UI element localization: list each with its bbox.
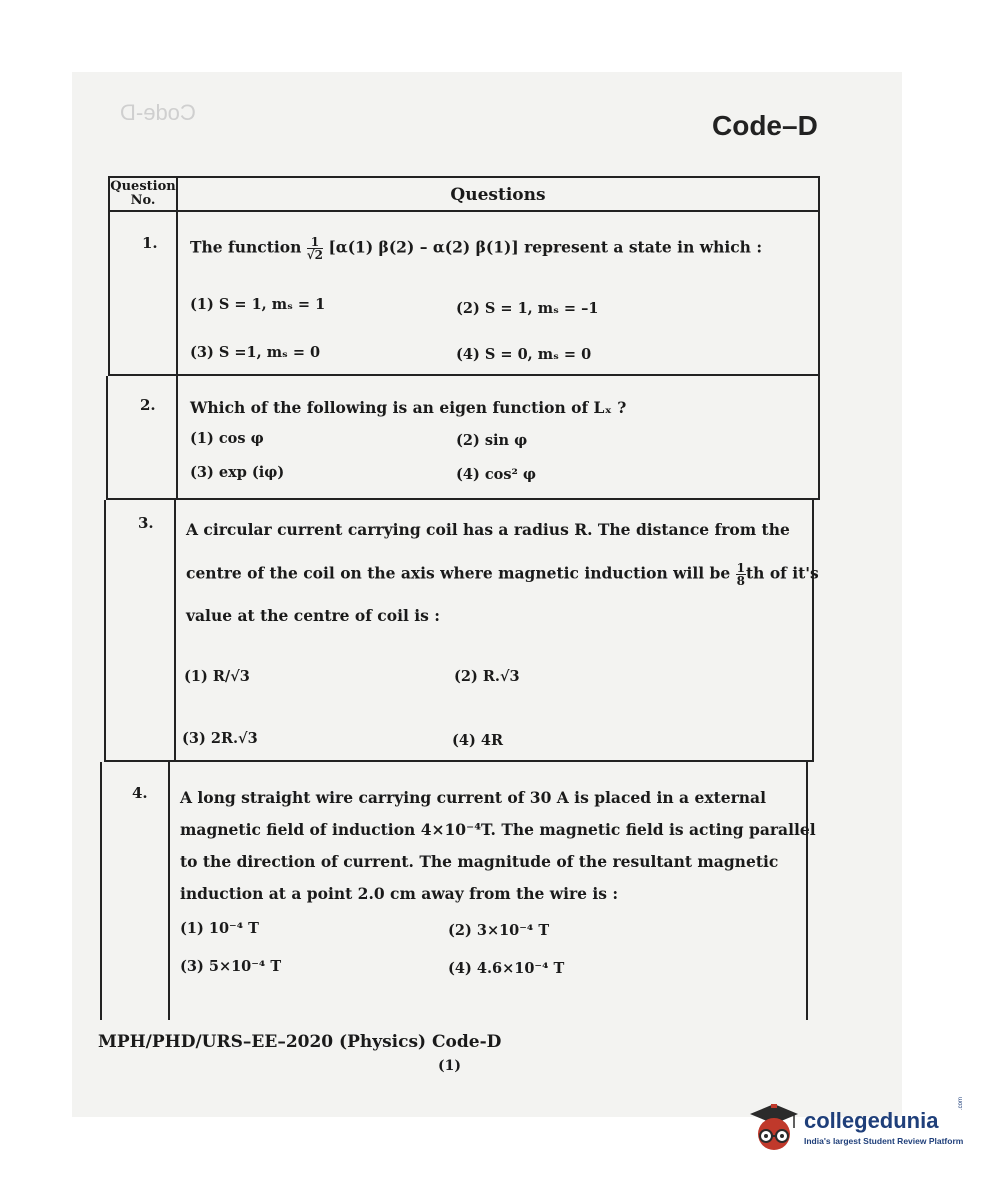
question-number: 1.: [142, 234, 158, 252]
option-2[interactable]: (2) sin φ: [456, 432, 528, 449]
question-stem: The function $\frac{1}{√2}$ [α(1) β(2) – α(2) β(1)] represent a state in which :: [190, 235, 763, 262]
question-stem-line-2: centre of the coil on the axis where magnetic induction will be $\frac{1}{8}$ th of it's: [186, 561, 819, 588]
question-row-2: [106, 376, 820, 500]
question-row-3: [104, 500, 819, 762]
question-number: 3.: [138, 514, 154, 532]
option-1[interactable]: (1) S = 1, mₛ = 1: [190, 296, 326, 313]
option-2[interactable]: (2) R.√3: [454, 668, 520, 685]
bleed-through-code: Code-D: [120, 100, 196, 125]
fraction: $\frac{1}{√2}$: [306, 235, 324, 262]
option-4[interactable]: (4) 4R: [452, 732, 503, 749]
question-row-4: [100, 762, 816, 1020]
option-4[interactable]: (4) 4.6×10⁻⁴ T: [448, 960, 565, 977]
option-3[interactable]: (3) S =1, mₛ = 0: [190, 344, 321, 361]
question-stem-line-3: to the direction of current. The magnitude of the resultant magnetic: [180, 852, 779, 871]
question-stem-line-2: magnetic field of induction 4×10⁻⁴T. The magnetic field is acting parallel: [180, 820, 816, 839]
collegedunia-logo[interactable]: [744, 1098, 974, 1162]
question-number: 4.: [132, 784, 148, 802]
question-stem-line-4: induction at a point 2.0 cm away from the wire is :: [180, 884, 619, 903]
option-3[interactable]: (3) 5×10⁻⁴ T: [180, 958, 282, 975]
option-1[interactable]: (1) 10⁻⁴ T: [180, 920, 259, 937]
question-stem-line-3: value at the centre of coil is :: [186, 606, 440, 625]
question-stem-line-1: A long straight wire carrying current of 30 A is placed in a external: [180, 788, 766, 807]
option-1[interactable]: (1) R/√3: [184, 668, 250, 685]
option-4[interactable]: (4) S = 0, mₛ = 0: [456, 346, 592, 363]
question-row-1: [108, 212, 820, 376]
option-2[interactable]: (2) 3×10⁻⁴ T: [448, 922, 550, 939]
col-question-no: Question No.: [110, 178, 178, 210]
exam-code-footer: MPH/PHD/URS–EE–2020 (Physics) Code-D: [98, 1032, 502, 1052]
logo-domain-suffix: .com: [958, 1096, 964, 1110]
fraction: $\frac{1}{8}$: [736, 561, 745, 588]
option-3[interactable]: (3) exp (iφ): [190, 464, 285, 481]
graduate-mascot-icon: [744, 1100, 802, 1160]
page-number: (1): [438, 1058, 461, 1074]
table-header: [108, 176, 820, 212]
option-3[interactable]: (3) 2R.√3: [182, 730, 258, 747]
question-number: 2.: [140, 396, 156, 414]
question-stem-line-1: A circular current carrying coil has a radius R. The distance from the: [186, 520, 790, 539]
question-stem: Which of the following is an eigen function of Lₓ ?: [190, 398, 627, 417]
option-2[interactable]: (2) S = 1, mₛ = –1: [456, 300, 599, 317]
option-4[interactable]: (4) cos² φ: [456, 466, 537, 483]
logo-tagline: India's largest Student Review Platform: [804, 1136, 964, 1146]
option-1[interactable]: (1) cos φ: [190, 430, 264, 447]
logo-wordmark: collegedunia: [804, 1108, 939, 1133]
col-questions: Questions: [450, 185, 546, 205]
paper-code: Code–D: [712, 110, 818, 141]
